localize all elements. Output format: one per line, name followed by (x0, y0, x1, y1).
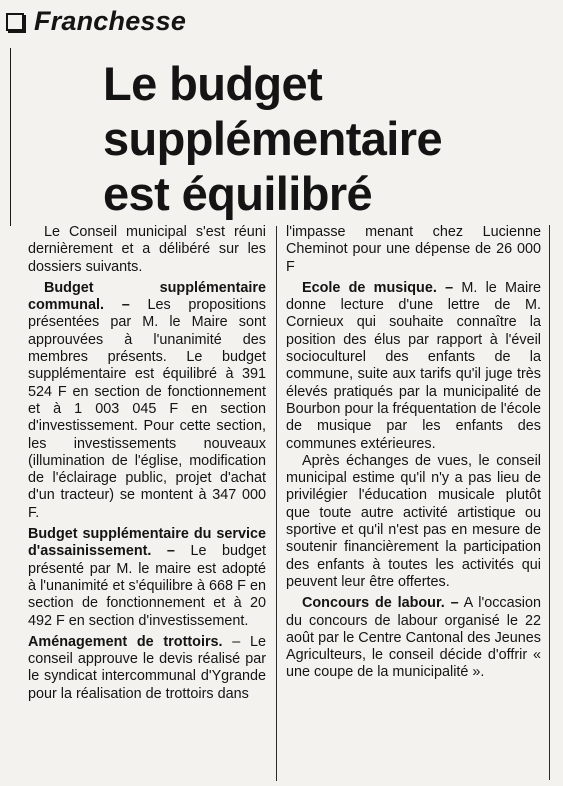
paragraph-trottoirs (28, 634, 266, 703)
paragraph-echanges: Après échanges de vues, le conseil municipal estime qu'il n'y a pas lieu de privilégier l'éducation musicale plutôt que toute autre activité artistique ou sportive et qu'il n'est pas en mesure de soutenir financièrement la participation des enfants à toutes les activités qui peuvent leur être offertes. (286, 452, 541, 590)
checkbox-square-icon (6, 13, 24, 31)
paragraph-body: Le budget présenté par M. le maire est adopté à l'unanimité et s'équilibre à 668 F en section de fonctionnement et à 20 492 F en section d'investissement. (28, 543, 266, 629)
paragraph-body: A l'occasion du concours de labour organisé le 22 août par le Centre Cantonal des Jeunes Agriculteurs, le conseil décide d'offrir « une coupe de la municipalité ». (286, 595, 542, 681)
paragraph-heading: Budget supplémentaire communal. – (28, 279, 266, 314)
paragraph-body: Les propositions présentées par M. le Maire sont approuvées à l'unanimité des membres présents. Le budget supplémentaire est équilibré à 391 524 F en section de fonctionnement et à 1 003 045 F en section d'investissement. Pour cette section, les investissements nouveaux (illumination de l'église, modification de l'éclairage public, projet d'achat d'un tracteur) se montent à 347 000 F. (28, 297, 267, 521)
headline (103, 56, 543, 221)
column-rule (276, 226, 277, 781)
paragraph-continuation: l'impasse menant chez Lucienne Cheminot pour une dépense de 26 000 F (286, 224, 541, 275)
paragraph-concours-labour (286, 595, 541, 681)
paragraph-body: M. le Maire donne lecture d'une lettre de M. Cornieux qui souhaite connaître la position des élus par rapport à l'éveil socioculturel des enfants de la commune, suite aux tarifs qu'il juge très élevés pratiqués par la municipalité de Bourbon pour la fréquentation de l'école de musique par les enfants des communes extérieures. (286, 279, 541, 452)
paragraph-heading: Ecole de musique. – (302, 279, 454, 296)
paragraph-ecole-musique (286, 280, 541, 453)
intro-paragraph: Le Conseil municipal s'est réuni dernièrement et a délibéré sur les dossiers suivants. (28, 224, 266, 275)
headline-line: Le budget (103, 57, 323, 110)
paragraph-budget-communal (28, 280, 266, 522)
paragraph-heading: Budget supplémentaire du service d'assainissement. – (28, 526, 266, 560)
section-header (6, 6, 186, 36)
paragraph-heading: Aménagement de trottoirs. (28, 633, 223, 650)
paragraph-heading: Concours de labour. – (302, 595, 459, 612)
margin-rule (10, 48, 11, 226)
headline-line: supplémentaire (103, 112, 442, 165)
right-rule (549, 225, 550, 780)
paragraph-assainissement (28, 526, 266, 630)
section-name: Franchesse (34, 5, 187, 36)
paragraph-body: – Le conseil approuve le devis réalisé par le syndicat intercommunal d'Ygrande pour la réalisation de trottoirs dans (28, 633, 266, 702)
left-column (28, 224, 266, 703)
headline-line: est équilibré (103, 167, 373, 220)
right-column (286, 224, 541, 682)
